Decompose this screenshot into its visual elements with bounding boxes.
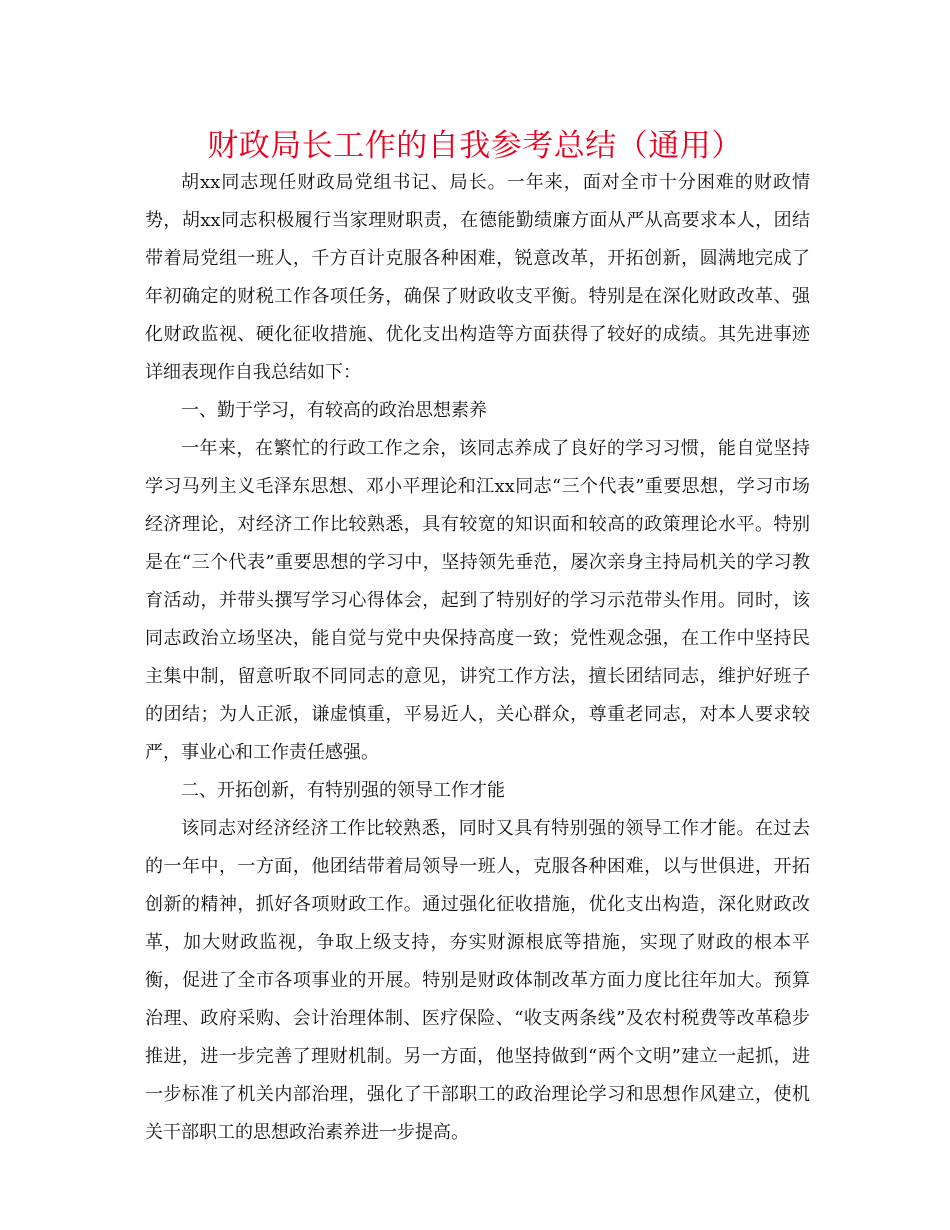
paragraph-intro: 胡xx同志现任财政局党组书记、局长。一年来，面对全市十分困难的财政情势，胡xx同志积极履行当家理财职责，在德能勤绩廉方面从严从高要求本人，团结带着局党组一班人，千方百计克服各种困难，锐意改革，开拓创新，圆满地完成了年初确定的财税工作各项任务，确保了财政收支平衡。特别是在深化财政改革、强化财政监视、硬化征收措施、优化支出构造等方面获得了较好的成绩。其先进事迹详细表现作自我总结如下：: [145, 172, 810, 383]
document-title: 财政局长工作的自我参考总结（通用）: [207, 128, 743, 164]
document-body: [145, 164, 810, 1152]
paragraph-section-1: 一年来，在繁忙的行政工作之余，该同志养成了良好的学习习惯，能自觉坚持学习马列主义毛泽东思想、邓小平理论和江xx同志“三个代表”重要思想，学习市场经济理论，对经济工作比较熟悉，具有较宽的知识面和较高的政策理论水平。特别是在“三个代表”重要思想的学习中，坚持领先垂范，屡次亲身主持局机关的学习教育活动，并带头撰写学习心得体会，起到了特别好的学习示范带头作用。同时，该同志政治立场坚决，能自觉与党中央保持高度一致；党性观念强，在工作中坚持民主集中制，留意听取不同同志的意见，讲究工作方法，擅长团结同志，维护好班子的团结；为人正派，谦虚慎重，平易近人，关心群众，尊重老同志，对本人要求较严，事业心和工作责任感强。: [145, 438, 810, 763]
paragraph-section-2: 该同志对经济经济工作比较熟悉，同时又具有特别强的领导工作才能。在过去的一年中，一方面，他团结带着局领导一班人，克服各种困难，以与世俱进，开拓创新的精神，抓好各项财政工作。通过强化征收措施，优化支出构造，深化财政改革，加大财政监视，争取上级支持，夯实财源根底等措施，实现了财政的根本平衡，促进了全市各项事业的开展。特别是财政体制改革方面力度比往年加大。预算治理、政府采购、会计治理体制、医疗保险、“收支两条线”及农村税费等改革稳步推进，进一步完善了理财机制。另一方面，他坚持做到“两个文明”建立一起抓，进一步标准了机关内部治理，强化了干部职工的政治理论学习和思想作风建立，使机关干部职工的思想政治素养进一步提高。: [145, 818, 810, 1143]
section-heading-2: 二、开拓创新，有特别强的领导工作才能: [181, 780, 505, 801]
section-heading-1: 一、勤于学习，有较高的政治思想素养: [181, 400, 487, 421]
